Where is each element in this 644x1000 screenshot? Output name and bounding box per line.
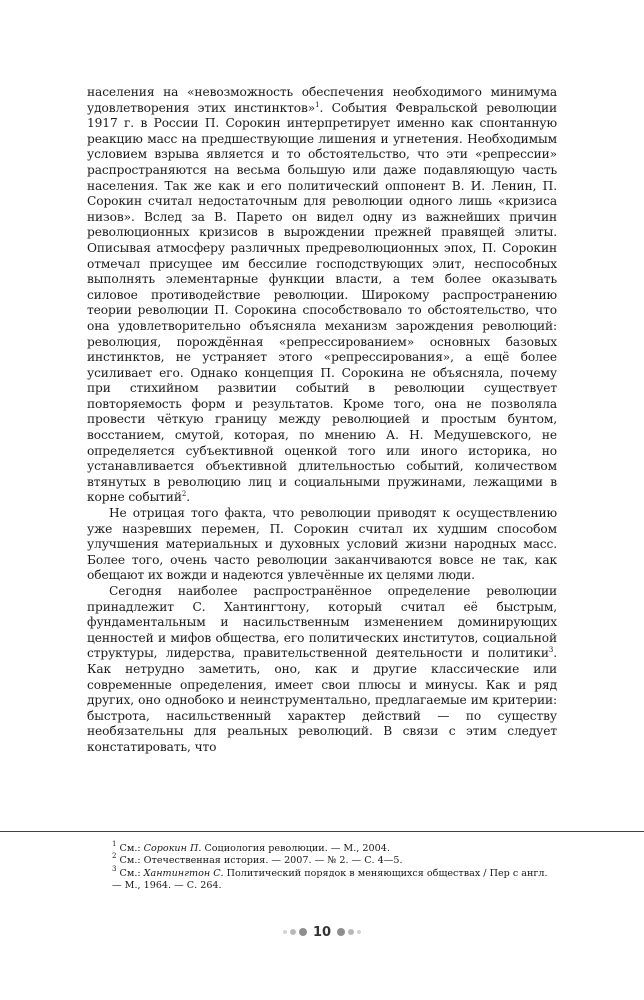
paragraph-text: населения на «невозможность обеспечения необходимого минимума удовлетворения этих инстинктов» xyxy=(87,85,557,115)
decorative-dot-icon xyxy=(348,929,354,935)
paragraph-text: Сегодня наиболее распространённое определение революции принадлежит С. Хантингтону, который считал её быстрым, фундаментальным и насильственным изменением доминирующих ценностей и мифов общества, его политических институтов, социальной структуры, лидерства, правительственной деятельности и политики xyxy=(87,584,557,661)
footnote-mark: 3 xyxy=(112,864,117,873)
footnote-ref[interactable]: 1 xyxy=(315,100,320,109)
decorative-dot-icon xyxy=(337,928,345,936)
paragraph-text: . xyxy=(186,490,190,505)
paragraph-text: Не отрицая того факта, что революции приводят к осуществлению уже назревших перемен, П. Сорокин считал их худшим способом улучшения материальных и духовных условий жизни народных масс. Более того, очень часто революции заканчиваются вовсе не так, как обещают их вожди и надеются увлечённые их целями люди. xyxy=(87,506,557,583)
paragraph-text: . Как нетрудно заметить, оно, как и другие классические или современные определения, имеет свои плюсы и минусы. Как и ряд других, оно однобоко и неинструментально, предлагаемые им критерии: быстрота, насильственный характер действий — по существу необязательны для реальных революций. В связи с этим следует констатировать, что xyxy=(87,646,557,754)
page-footer xyxy=(0,924,644,940)
footnote-text: Отечественная история. — 2007. — № 2. — С. 4—5. xyxy=(143,855,403,867)
decorative-dot-icon xyxy=(357,930,361,934)
footnote-author: Сорокин П. xyxy=(143,843,202,854)
footnote-ref[interactable]: 3 xyxy=(548,646,554,655)
footnote-mark: 1 xyxy=(112,840,117,848)
footnote-prefix: См.: xyxy=(116,855,144,867)
decorative-dot-icon xyxy=(283,930,287,934)
footnote-prefix: См.: xyxy=(116,843,144,854)
paragraph-text: . События Февральской революции 1917 г. в России П. Сорокин интерпретирует именно как спонтанную реакцию масс на предшествующие лишения и угнетения. Необходимым условием взрыва является и то обстоятельство, что эти «репрессии» распространяются на весьма большую или даже подавляющую часть населения. Так же как и его политический оппонент В. И. Ленин, П. Сорокин считал недостаточным для революции одного лишь «кризиса низов». Вслед за В. Парето он видел одну из важнейших причин революционных кризисов в вырождении прежней правящей элиты. Описывая атмосферу различных предреволюционных эпох, П. Сорокин отмечал присущее им бессилие господствующих элит, неспособных выполнять элементарные функции власти, а тем более оказывать силовое противодействие революции. Широкому распространению теории революции П. Сорокина способствовало то обстоятельство, что она удовлетворительно объясняла механизм зарождения революций: революция, порождённая «репрессированием» основных базовых инстинктов, не устраняет этого «репрессирования», а ещё более усиливает его. Однако концепция П. Сорокина не объясняла, почему при стихийном развитии событий в революции существует повторяемость форм и результатов. Кроме того, она не позволяла провести чёткую границу между революцией и простым бунтом, восстанием, смутой, которая, по мнению А. Н. Медушевского, не определяется субъективной оценкой того или иного историка, но устанавливается объективной длительностью событий, количеством втянутых в революцию лиц и социальными пружинами, лежащими в корне событий xyxy=(87,100,557,505)
footnote-text: Социология революции. — М., 2004. xyxy=(201,843,390,854)
footnote-3 xyxy=(112,864,550,893)
footnote-2 xyxy=(112,852,550,867)
footnote-text: Политический порядок в меняющихся обществах / Пер с англ. — М., 1964. — С. 264. xyxy=(112,867,548,892)
footnote-divider xyxy=(0,831,644,832)
paragraph-1 xyxy=(87,85,557,506)
footnote-1 xyxy=(112,840,550,855)
page-number: 10 xyxy=(312,924,332,940)
footnote-prefix: См.: xyxy=(116,867,144,879)
main-text xyxy=(87,85,557,756)
decorative-dot-icon xyxy=(290,929,296,935)
paragraph-2 xyxy=(87,506,557,584)
paragraph-3 xyxy=(87,584,557,756)
footnote-author: Хантингтон С. xyxy=(143,867,224,879)
decorative-dot-icon xyxy=(299,928,307,936)
footnotes xyxy=(112,840,550,893)
footnote-mark: 2 xyxy=(112,852,117,861)
footnote-ref[interactable]: 2 xyxy=(181,490,187,499)
